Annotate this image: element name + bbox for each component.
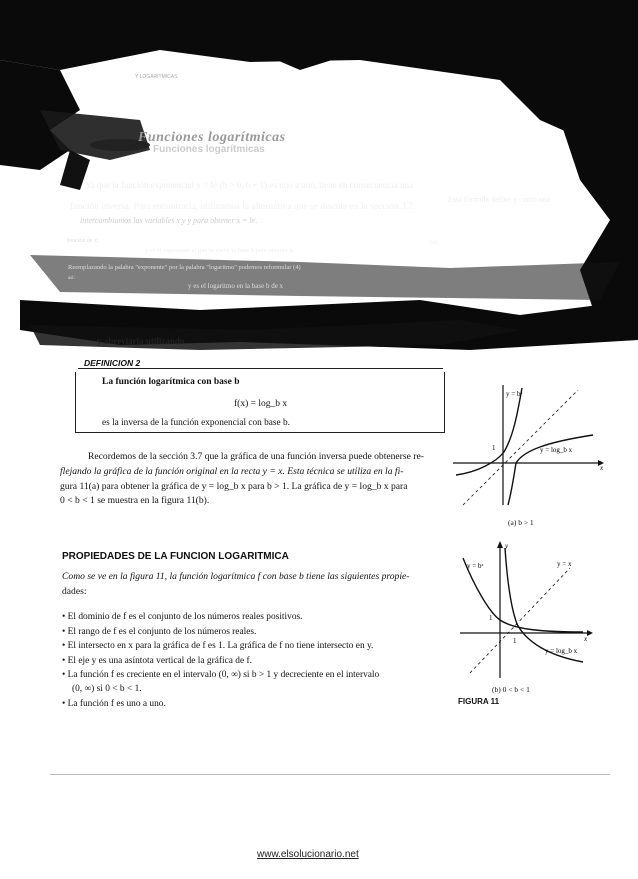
fig-a-exp-curve xyxy=(456,388,522,475)
bullet-2: • El rango de f es el conjunto de los números reales. xyxy=(62,627,257,637)
bullet-6: • La función f es uno a uno. xyxy=(62,699,166,709)
bullet-3: • El intersecto en x para la gráfica de f es 1. La gráfica de f no tiene intersecto en y. xyxy=(62,641,374,651)
definition-title: La función logarítmica con base b xyxy=(102,377,240,387)
figure-b-caption: (b) 0 < b < 1 xyxy=(492,685,530,694)
fig-b-line-y-eq-x xyxy=(470,568,570,673)
para2-line-4: 0 < b < 1 se muestra en la figura 11(b). xyxy=(60,495,210,506)
intro-line-5-ref: (4) xyxy=(430,240,437,246)
fig-b-x-label: x xyxy=(584,635,588,643)
intro-line-6b: así: xyxy=(68,276,75,281)
fig-a-one-label: 1 xyxy=(492,444,496,452)
figure-a-caption: (a) b > 1 xyxy=(508,518,534,527)
bullet-4: • El eje y es una asíntota vertical de la gráfica de f. xyxy=(62,656,252,666)
fig-b-y-label: y xyxy=(505,542,509,550)
intro-line-2: función inversa. Para encontrarla, utilizamos la alternativa que se discute en la sección 3.7: xyxy=(70,202,416,212)
bullet-1: • El dominio de f es el conjunto de los números reales positivos. xyxy=(62,612,303,622)
para2-line-1: Recordemos de la sección 3.7 que la gráfica de una función inversa puede obtenerse re- xyxy=(88,451,424,462)
intro-line-4: función de x: xyxy=(67,238,99,244)
definition-rule xyxy=(78,368,443,369)
bottom-scan-line xyxy=(50,774,610,775)
fig-b-one-x-label: 1 xyxy=(513,637,517,645)
intro-line-8: y abreviarla utilizando xyxy=(97,336,185,346)
page-title: Funciones logarítmicas xyxy=(138,130,286,145)
figure-11a xyxy=(448,380,608,515)
fig-a-log-label: y = log_b x xyxy=(540,446,573,454)
figure-label: FIGURA 11 xyxy=(458,697,500,706)
para2-line-2: flejando la gráfica de la función original en la recta y = x. Esta técnica se utiliza en la fi- xyxy=(60,466,404,477)
definition-text: es la inversa de la función exponencial con base b. xyxy=(102,418,290,428)
intro-line-2b: Esta fórmula define y como una xyxy=(448,195,551,204)
intro-line-7: y es el logaritmo en la base b de x xyxy=(188,282,284,290)
figure-11b xyxy=(455,538,595,683)
fig-b-line-label: y = x xyxy=(557,560,572,568)
fig-a-x-label: x xyxy=(600,464,604,472)
intro-line-3: intercambiamos las variables x y y para obtener x = bʸ. xyxy=(80,216,258,225)
definition-formula: f(x) = log_b x xyxy=(234,399,288,409)
fig-b-one-y-label: 1 xyxy=(489,614,493,622)
definition-label: DEFINICION 2 xyxy=(84,358,141,368)
footer-url-link[interactable]: www.elsolucionario.net xyxy=(257,849,359,860)
para2-line-3: gura 11(a) para obtener la gráfica de y = log_b x para b > 1. La gráfica de y = log_b x para xyxy=(60,481,408,492)
running-head: Y LOGARITMICAS xyxy=(135,74,178,80)
properties-heading: PROPIEDADES DE LA FUNCION LOGARITMICA xyxy=(62,551,289,562)
intro-line-1: Ya que la función exponencial y = bˣ (b > 0, b ≠ 1) es uno a uno, tiene en consecuencia una xyxy=(85,180,413,190)
fig-a-exp-label: y = bˣ xyxy=(506,390,523,398)
intro-line-5: y es el exponente al que se eleva la base b para obtener x. xyxy=(145,247,295,254)
bullet-5-cont: (0, ∞) si 0 < b < 1. xyxy=(72,684,142,694)
fig-b-exp-label: y = bˣ xyxy=(467,562,484,570)
properties-intro-1: Como se ve en la figura 11, la función logarítmica f con base b tiene las siguientes propie- xyxy=(62,571,410,582)
page-subtitle: Funciones logarítmicas xyxy=(153,144,265,155)
intro-line-6: Reemplazando la palabra "exponente" por la palabra "logaritmo" podemos reformular (4) xyxy=(68,264,301,271)
fig-b-log-label: y = log_b x xyxy=(545,647,578,655)
properties-intro-2: dades: xyxy=(62,586,87,597)
bullet-5: • La función f es creciente en el intervalo (0, ∞) si b > 1 y decreciente en el intervalo xyxy=(62,670,380,680)
